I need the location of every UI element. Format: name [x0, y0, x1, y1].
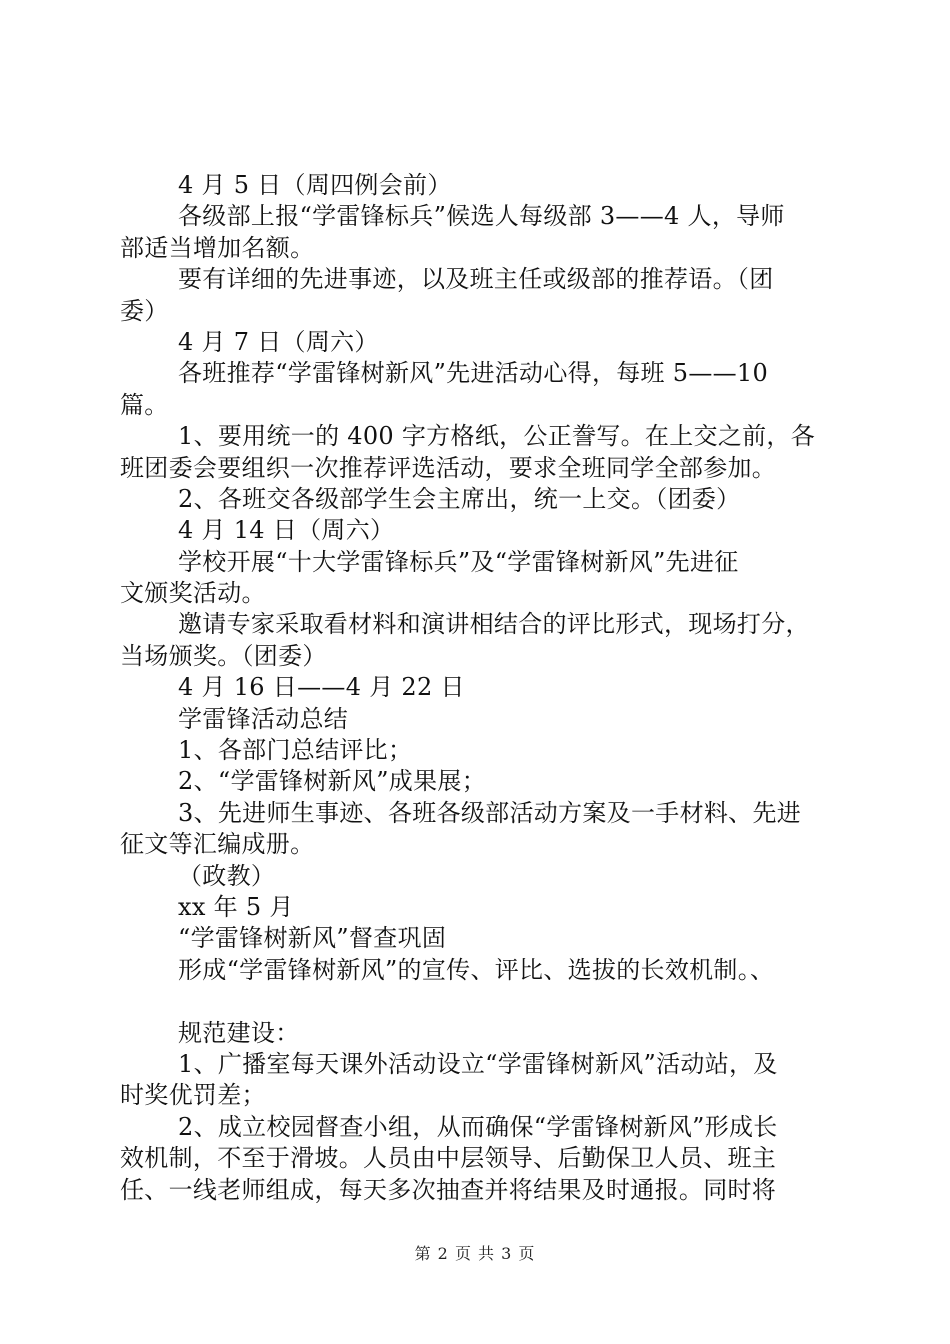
text-line: 1、广播室每天课外活动设立“学雷锋树新风”活动站，及 [178, 1049, 778, 1078]
text-line: 1、各部门总结评比； [178, 736, 413, 765]
text-line: 1、要用统一的 400 字方格纸，公正誊写。在上交之前，各 [178, 422, 816, 451]
text-line: 时奖优罚差； [120, 1081, 266, 1110]
text-line: 3、先进师生事迹、各班各级部活动方案及一手材料、先进 [178, 798, 802, 827]
text-line: 规范建设： [178, 1018, 300, 1047]
text-line: 4 月 7 日（周六） [178, 327, 379, 356]
text-line: 篇。 [120, 390, 169, 419]
text-line: （政教） [178, 861, 276, 890]
text-line: xx 年 5 月 [178, 892, 294, 921]
text-line: 各班推荐“学雷锋树新风”先进活动心得，每班 5——10 [178, 359, 769, 388]
text-line: 形成“学雷锋树新风”的宣传、评比、选拔的长效机制。、 [178, 955, 775, 984]
document-body [120, 170, 840, 1206]
blank-line [120, 986, 840, 1017]
text-line: 4 月 14 日（周六） [178, 516, 395, 545]
text-line: 文颁奖活动。 [120, 579, 266, 608]
text-line: 任、一线老师组成，每天多次抽查并将结果及时通报。同时将 [120, 1175, 777, 1204]
text-line: 效机制，不至于滑坡。人员由中层领导、后勤保卫人员、班主 [120, 1144, 777, 1173]
text-line: 4 月 16 日——4 月 22 日 [178, 673, 465, 702]
page-number-footer: 第 2 页 共 3 页 [414, 1244, 536, 1263]
text-line: 2、“学雷锋树新风”成果展； [178, 767, 487, 796]
text-line: 征文等汇编成册。 [120, 830, 315, 859]
text-line: 4 月 5 日（周四例会前） [178, 171, 452, 199]
text-line: 2、各班交各级部学生会主席出，统一上交。（团委） [178, 484, 741, 513]
text-line: 要有详细的先进事迹，以及班主任或级部的推荐语。（团 [178, 265, 774, 294]
text-line: 学校开展“十大学雷锋标兵”及“学雷锋树新风”先进征 [178, 547, 739, 576]
text-line: “学雷锋树新风”督查巩固 [178, 924, 447, 953]
text-line: 各级部上报“学雷锋标兵”候选人每级部 3——4 人，导师 [178, 202, 785, 231]
text-line: 班团委会要组织一次推荐评选活动，要求全班同学全部参加。 [120, 453, 777, 482]
text-line: 当场颁奖。（团委） [120, 641, 327, 670]
text-line: 2、成立校园督查小组，从而确保“学雷锋树新风”形成长 [178, 1112, 778, 1141]
text-line: 委） [120, 296, 169, 325]
text-line: 邀请专家采取看材料和演讲相结合的评比形式，现场打分， [178, 610, 810, 639]
text-line: 部适当增加名额。 [120, 233, 315, 262]
text-line: 学雷锋活动总结 [178, 704, 349, 733]
